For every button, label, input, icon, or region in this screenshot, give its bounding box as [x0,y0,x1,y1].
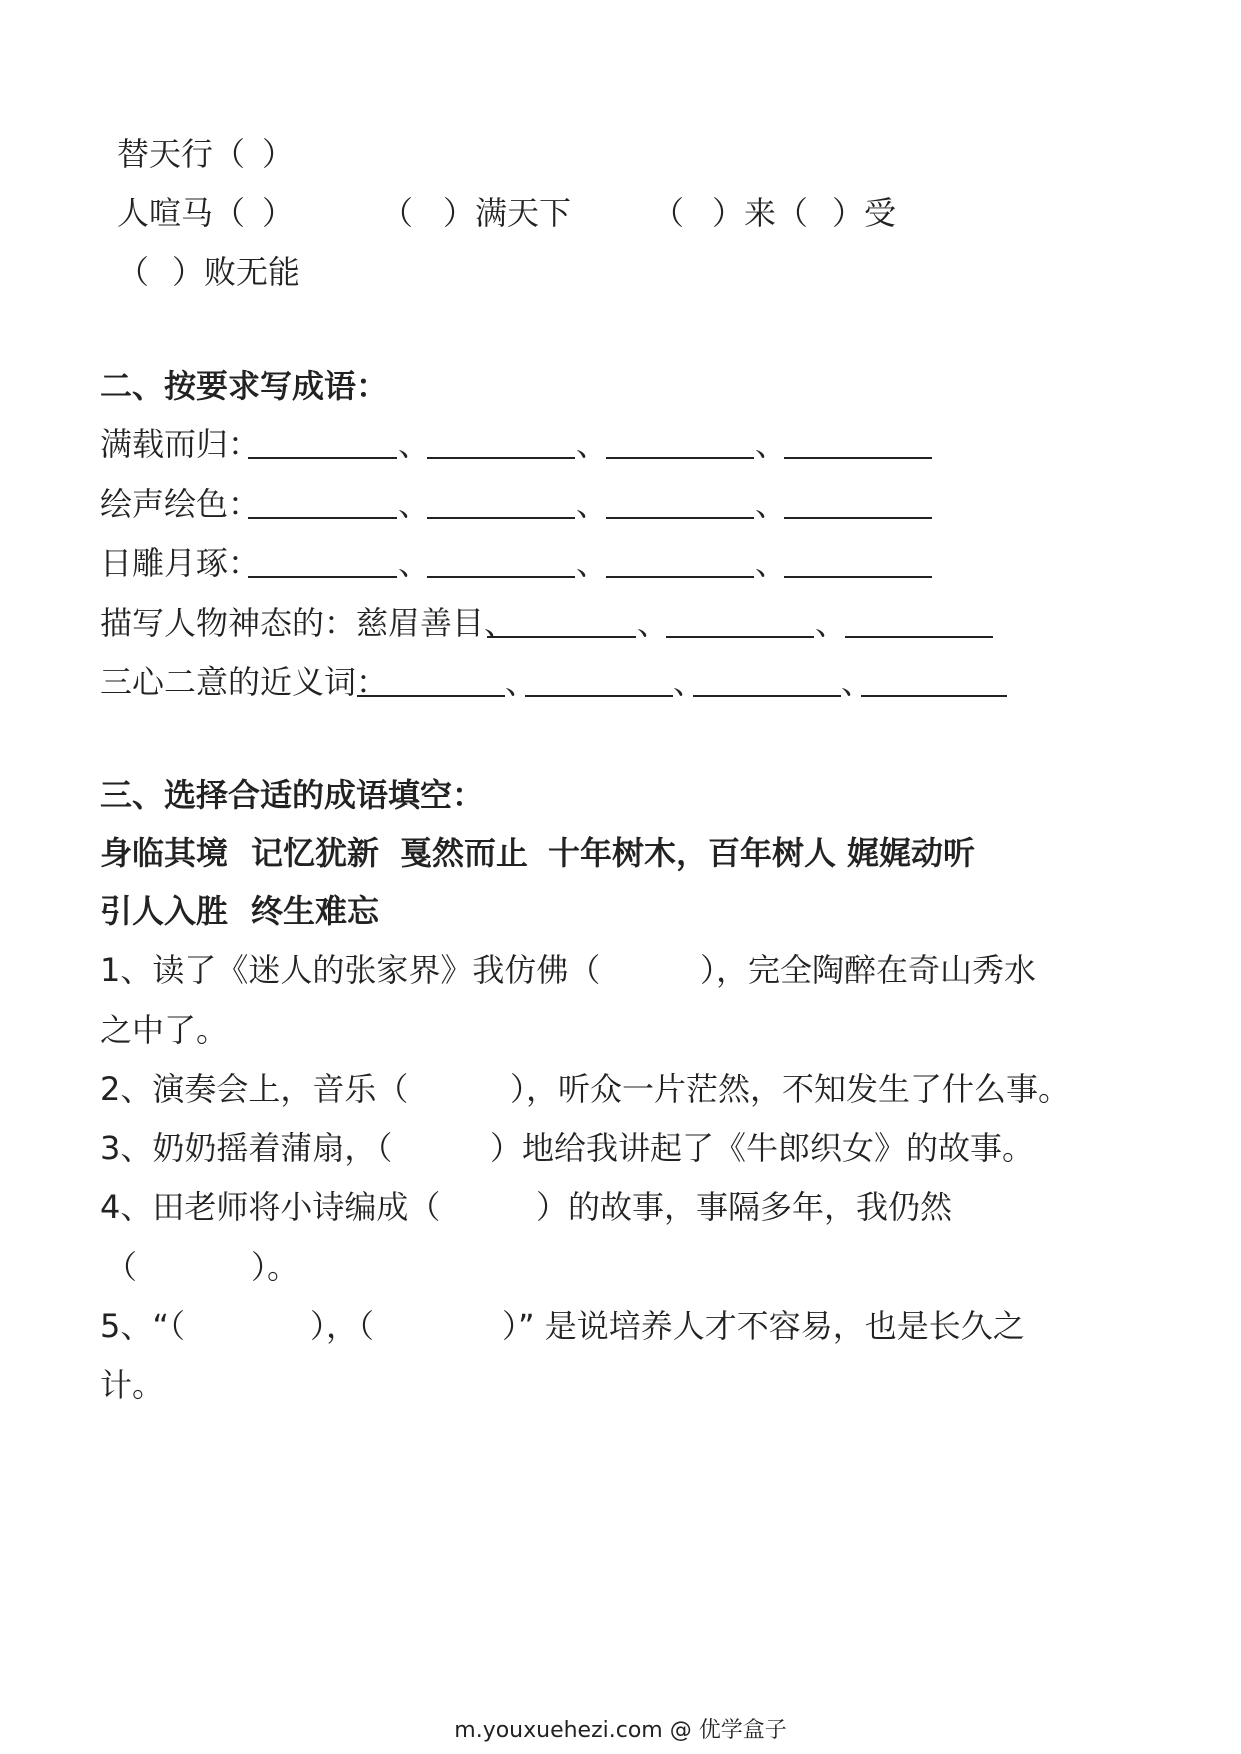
close-paren: ） [262,194,295,232]
answer-blank[interactable] [427,576,575,578]
answer-blank[interactable] [784,457,932,459]
footer-watermark[interactable]: m.youxuehezi.com @ 优学盒子 [454,1718,787,1743]
separator: 、 [841,663,874,701]
separator: 、 [673,663,706,701]
answer-blank[interactable] [248,576,397,578]
question-5-mid: ），（ [310,1307,375,1345]
idiom-fill-4: ）来（ [712,194,809,232]
separator: 、 [755,425,788,463]
answer-blank[interactable] [606,576,754,578]
idiom-option: 戛然而止 [400,834,529,872]
open-paren: （ [105,1248,138,1286]
answer-blank[interactable] [427,457,575,459]
separator: 、 [576,485,609,523]
answer-blank[interactable] [845,636,993,638]
idiom-fill-2: 人喧马（ [117,194,246,232]
question-1: 1、读了《迷人的张家界》我仿佛（ [100,951,601,989]
question-4-end: ）。 [251,1248,300,1286]
separator: 、 [576,544,609,582]
row-label-1: 满载而归： [100,425,261,463]
open-paren: （ [652,194,685,232]
question-5: 5、“（ [100,1307,185,1345]
text: 替天行（ [117,135,246,173]
question-2-cont: ），听众一片茫然，不知发生了什么事。 [510,1070,1071,1108]
section-3-heading: 三、选择合适的成语填空： [100,776,485,814]
question-3-cont: ）地给我讲起了《牛郎织女》的故事。 [490,1129,1035,1167]
idiom-option: 身临其境 [100,834,229,872]
separator: 、 [398,425,431,463]
idiom-fill-5: ）败无能 [172,253,301,291]
idiom-option: 记忆犹新 [251,834,380,872]
answer-blank[interactable] [861,695,1007,697]
answer-blank[interactable] [357,695,505,697]
separator: 、 [755,544,788,582]
open-paren: （ [117,253,150,291]
answer-blank[interactable] [427,517,575,519]
row-label-5: 三心二意的近义词： [100,663,389,701]
question-5-cont: ）” 是说培养人才不容易，也是长久之 [502,1307,1025,1345]
separator: 、 [637,604,670,642]
close-paren: ） [262,135,295,173]
separator: 、 [576,425,609,463]
answer-blank[interactable] [606,517,754,519]
separator: 、 [398,544,431,582]
idiom-fill-4b: ）受 [832,194,897,232]
idiom-fill-1 [117,134,245,174]
question-1-cont: ），完全陶醉在奇山秀水 [700,951,1037,989]
answer-blank[interactable] [693,695,841,697]
separator: 、 [505,663,538,701]
row-label-4: 描写人物神态的：慈眉善目、 [100,604,517,642]
idiom-option: 终生难忘 [251,892,380,930]
open-paren: （ [381,194,414,232]
separator: 、 [398,485,431,523]
answer-blank[interactable] [487,636,636,638]
row-label-3: 日雕月琢： [100,544,261,582]
question-4-cont: ）的故事，事隔多年，我仍然 [536,1188,953,1226]
separator: 、 [755,485,788,523]
answer-blank[interactable] [784,576,932,578]
answer-blank[interactable] [248,457,397,459]
answer-blank[interactable] [248,517,397,519]
idiom-option: 十年树木，百年树人 [548,834,837,872]
answer-blank[interactable] [666,636,814,638]
question-3: 3、奶奶摇着蒲扇，（ [100,1129,393,1167]
separator: 、 [815,604,848,642]
idiom-option: 娓娓动听 [847,834,976,872]
idiom-option: 引人入胜 [100,892,229,930]
idiom-fill-3: ）满天下 [443,194,572,232]
section-2-heading: 二、按要求写成语： [100,367,389,405]
question-4: 4、田老师将小诗编成（ [100,1188,441,1226]
question-2: 2、演奏会上，音乐（ [100,1070,409,1108]
row-label-2: 绘声绘色： [100,485,261,523]
answer-blank[interactable] [606,457,754,459]
question-5-end: 计。 [100,1366,165,1404]
question-1-end: 之中了。 [100,1011,229,1049]
answer-blank[interactable] [525,695,673,697]
answer-blank[interactable] [784,517,932,519]
